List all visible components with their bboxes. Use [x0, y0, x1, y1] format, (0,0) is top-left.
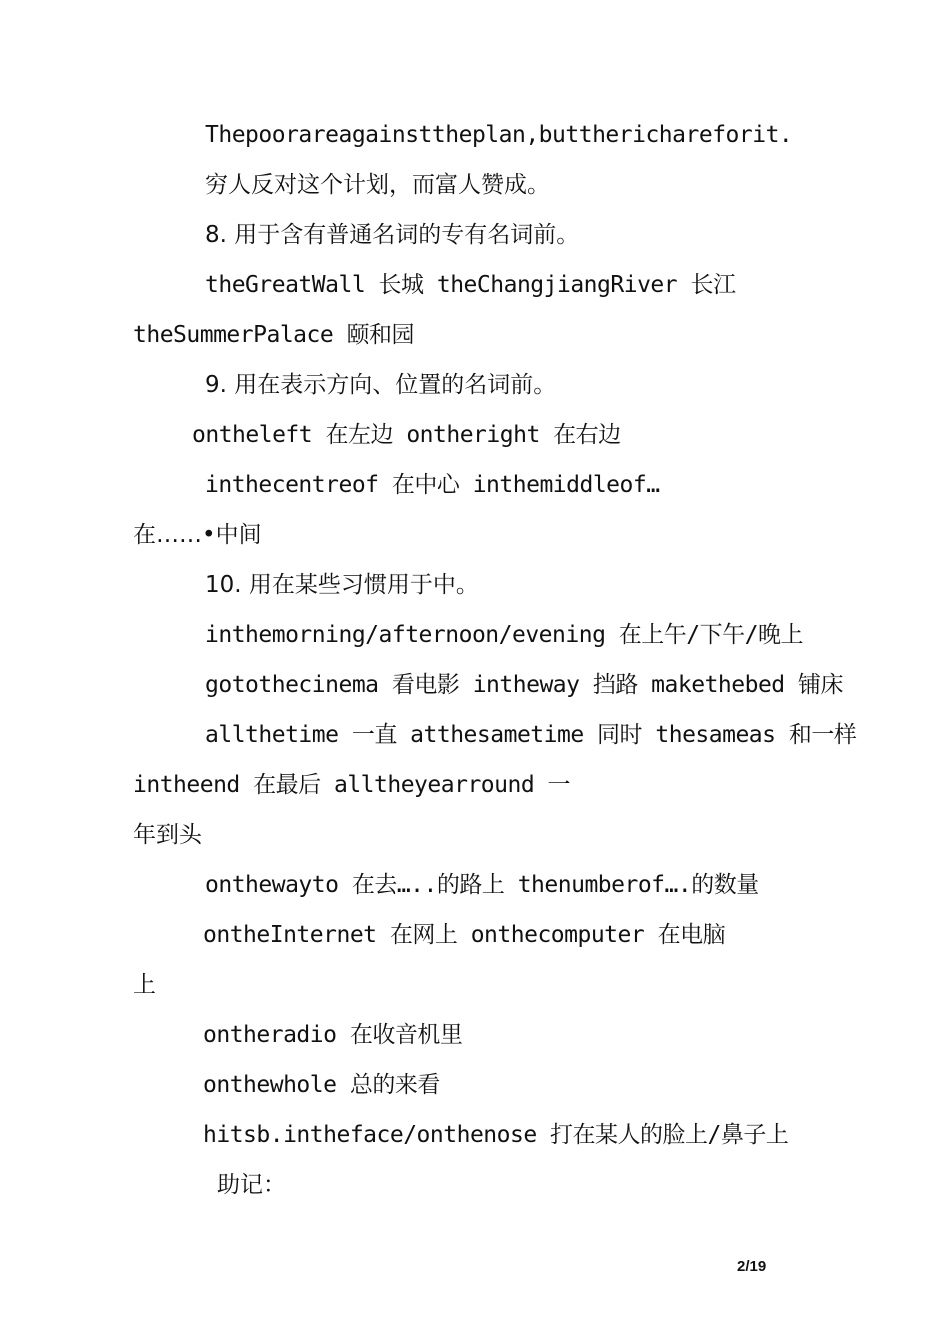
text-line-20: onthewhole 总的来看: [203, 1072, 440, 1098]
text-line-14: intheend 在最后 alltheyearround 一: [133, 772, 571, 798]
section-heading-8: 8. 用于含有普通名词的专有名词前。: [205, 222, 580, 248]
text-line-11: inthemorning/afternoon/evening 在上午/下午/晚上: [205, 622, 803, 648]
text-line-17: ontheInternet 在网上 onthecomputer 在电脑: [203, 922, 726, 948]
text-line-16: onthewayto 在去…..的路上 thenumberof….的数量: [205, 872, 759, 898]
text-line-19: ontheradio 在收音机里: [203, 1022, 463, 1048]
text-line-21: hitsb.intheface/onthenose 打在某人的脸上/鼻子上: [203, 1122, 789, 1148]
text-line-2: 穷人反对这个计划，而富人赞成。: [205, 172, 550, 198]
text-line-12: gotothecinema 看电影 intheway 挡路 makethebed 铺床: [205, 672, 843, 698]
section-heading-9: 9. 用在表示方向、位置的名词前。: [205, 372, 557, 398]
text-line-4: theGreatWall 长城 theChangjiangRiver 长江: [205, 272, 736, 298]
mnemonic-label: 助记：: [217, 1172, 286, 1198]
text-line-9: 在……•中间: [133, 522, 262, 548]
page-number: 2/19: [737, 1258, 767, 1275]
text-line-7: ontheleft 在左边 ontheright 在右边: [192, 422, 621, 448]
text-line-1: Thepoorareagainsttheplan,buttherichareforit.: [205, 122, 793, 148]
text-line-8: inthecentreof 在中心 inthemiddleof…: [205, 472, 660, 498]
text-line-18: 上: [133, 972, 156, 998]
section-heading-10: 10. 用在某些习惯用于中。: [205, 572, 479, 598]
text-line-13: allthetime 一直 atthesametime 同时 thesameas 和一样: [205, 722, 857, 748]
text-line-5: theSummerPalace 颐和园: [133, 322, 415, 348]
text-line-15: 年到头: [133, 822, 202, 848]
